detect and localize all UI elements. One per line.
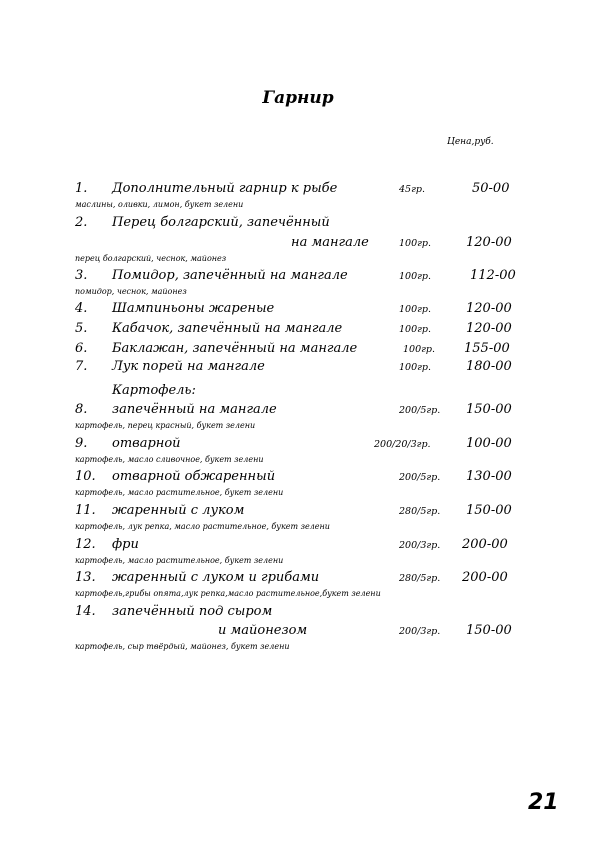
item-number: 1. xyxy=(75,181,88,196)
item-name: отварной обжаренный xyxy=(112,469,276,484)
item-weight: 200/5гр. xyxy=(399,405,441,416)
item-weight: 200/3гр. xyxy=(399,540,441,551)
item-weight: 100гр. xyxy=(399,238,432,249)
item-weight: 280/5гр. xyxy=(399,573,441,584)
menu-item xyxy=(0,359,596,379)
item-description: картофель, масло сливочное, букет зелени xyxy=(75,455,264,464)
page-title: Гарнир xyxy=(262,88,334,108)
item-description: маслины, оливки, лимон, букет зелени xyxy=(75,200,244,209)
menu-item xyxy=(0,341,596,361)
menu-item xyxy=(0,268,596,288)
item-description: картофель, сыр твёрдый, майонез, букет зелени xyxy=(75,642,290,651)
item-name: Шампиньоны жареные xyxy=(112,301,275,316)
item-name: Помидор, запечённый на мангале xyxy=(112,268,348,283)
item-number: 9. xyxy=(75,436,88,451)
item-number: 14. xyxy=(75,604,96,619)
item-weight: 200/3гр. xyxy=(399,626,441,637)
item-price: 200-00 xyxy=(462,537,508,552)
item-price: 100-00 xyxy=(466,436,512,451)
item-weight: 100гр. xyxy=(399,324,432,335)
item-name: Кабачок, запечённый на мангале xyxy=(112,321,343,336)
item-name: отварной xyxy=(112,436,181,451)
item-price: 120-00 xyxy=(466,321,512,336)
item-name: Перец болгарский, запечённый xyxy=(112,215,330,230)
item-description: картофель, перец красный, букет зелени xyxy=(75,421,256,430)
item-price: 120-00 xyxy=(466,301,512,316)
item-weight: 100гр. xyxy=(399,271,432,282)
item-price: 120-00 xyxy=(466,235,512,250)
menu-item xyxy=(0,604,596,624)
item-number: 8. xyxy=(75,402,88,417)
item-name: Дополнительный гарнир к рыбе xyxy=(112,181,338,196)
item-price: 150-00 xyxy=(466,402,512,417)
item-weight: 280/5гр. xyxy=(399,506,441,517)
item-name: жаренный с луком и грибами xyxy=(112,570,320,585)
item-description: картофель,грибы опята,лук репка,масло растительное,букет зелени xyxy=(75,589,381,598)
item-number: 6. xyxy=(75,341,88,356)
item-name: фри xyxy=(112,537,139,552)
item-weight: 200/5гр. xyxy=(399,472,441,483)
item-name-continuation: на мангале xyxy=(291,235,369,250)
menu-item xyxy=(0,301,596,321)
item-number: 11. xyxy=(75,503,96,518)
menu-item xyxy=(0,215,596,235)
item-number: 10. xyxy=(75,469,96,484)
item-description: картофель, лук репка, масло растительное, букет зелени xyxy=(75,522,330,531)
item-weight: 100гр. xyxy=(399,362,432,373)
item-price: 150-00 xyxy=(466,503,512,518)
menu-item xyxy=(0,436,596,456)
item-price: 50-00 xyxy=(472,181,510,196)
item-price: 180-00 xyxy=(466,359,512,374)
item-price: 200-00 xyxy=(462,570,508,585)
item-description: картофель, масло растительное, букет зелени xyxy=(75,488,284,497)
menu-item-continuation xyxy=(0,623,596,643)
item-price: 155-00 xyxy=(464,341,510,356)
item-description: помидор, чеснок, майонез xyxy=(75,287,187,296)
price-column-header: Цена,руб. xyxy=(447,137,494,147)
menu-item xyxy=(0,503,596,523)
menu-item xyxy=(0,570,596,590)
item-number: 4. xyxy=(75,301,88,316)
item-name: запечённый под сыром xyxy=(112,604,273,619)
item-number: 2. xyxy=(75,215,88,230)
item-name: жаренный с луком xyxy=(112,503,245,518)
item-number: 3. xyxy=(75,268,88,283)
item-description: картофель, масло растительное, букет зелени xyxy=(75,556,284,565)
item-weight: 100гр. xyxy=(399,304,432,315)
item-weight: 200/20/3гр. xyxy=(374,439,431,450)
item-description: перец болгарский, чеснок, майонез xyxy=(75,254,227,263)
page-number: 21 xyxy=(528,790,559,815)
item-name: Баклажан, запечённый на мангале xyxy=(112,341,358,356)
menu-item xyxy=(0,537,596,557)
item-number: 5. xyxy=(75,321,88,336)
menu-item xyxy=(0,469,596,489)
menu-item-continuation xyxy=(0,235,596,255)
item-number: 13. xyxy=(75,570,96,585)
section-label-potato: Картофель: xyxy=(112,383,196,398)
item-number: 7. xyxy=(75,359,88,374)
menu-item xyxy=(0,402,596,422)
item-price: 150-00 xyxy=(466,623,512,638)
item-weight: 100гр. xyxy=(403,344,436,355)
menu-item xyxy=(0,181,596,201)
menu-item xyxy=(0,321,596,341)
item-name-continuation: и майонезом xyxy=(218,623,308,638)
item-name: запечённый на мангале xyxy=(112,402,277,417)
item-price: 130-00 xyxy=(466,469,512,484)
item-price: 112-00 xyxy=(470,268,516,283)
item-number: 12. xyxy=(75,537,96,552)
item-weight: 45гр. xyxy=(399,184,425,195)
item-name: Лук порей на мангале xyxy=(112,359,265,374)
